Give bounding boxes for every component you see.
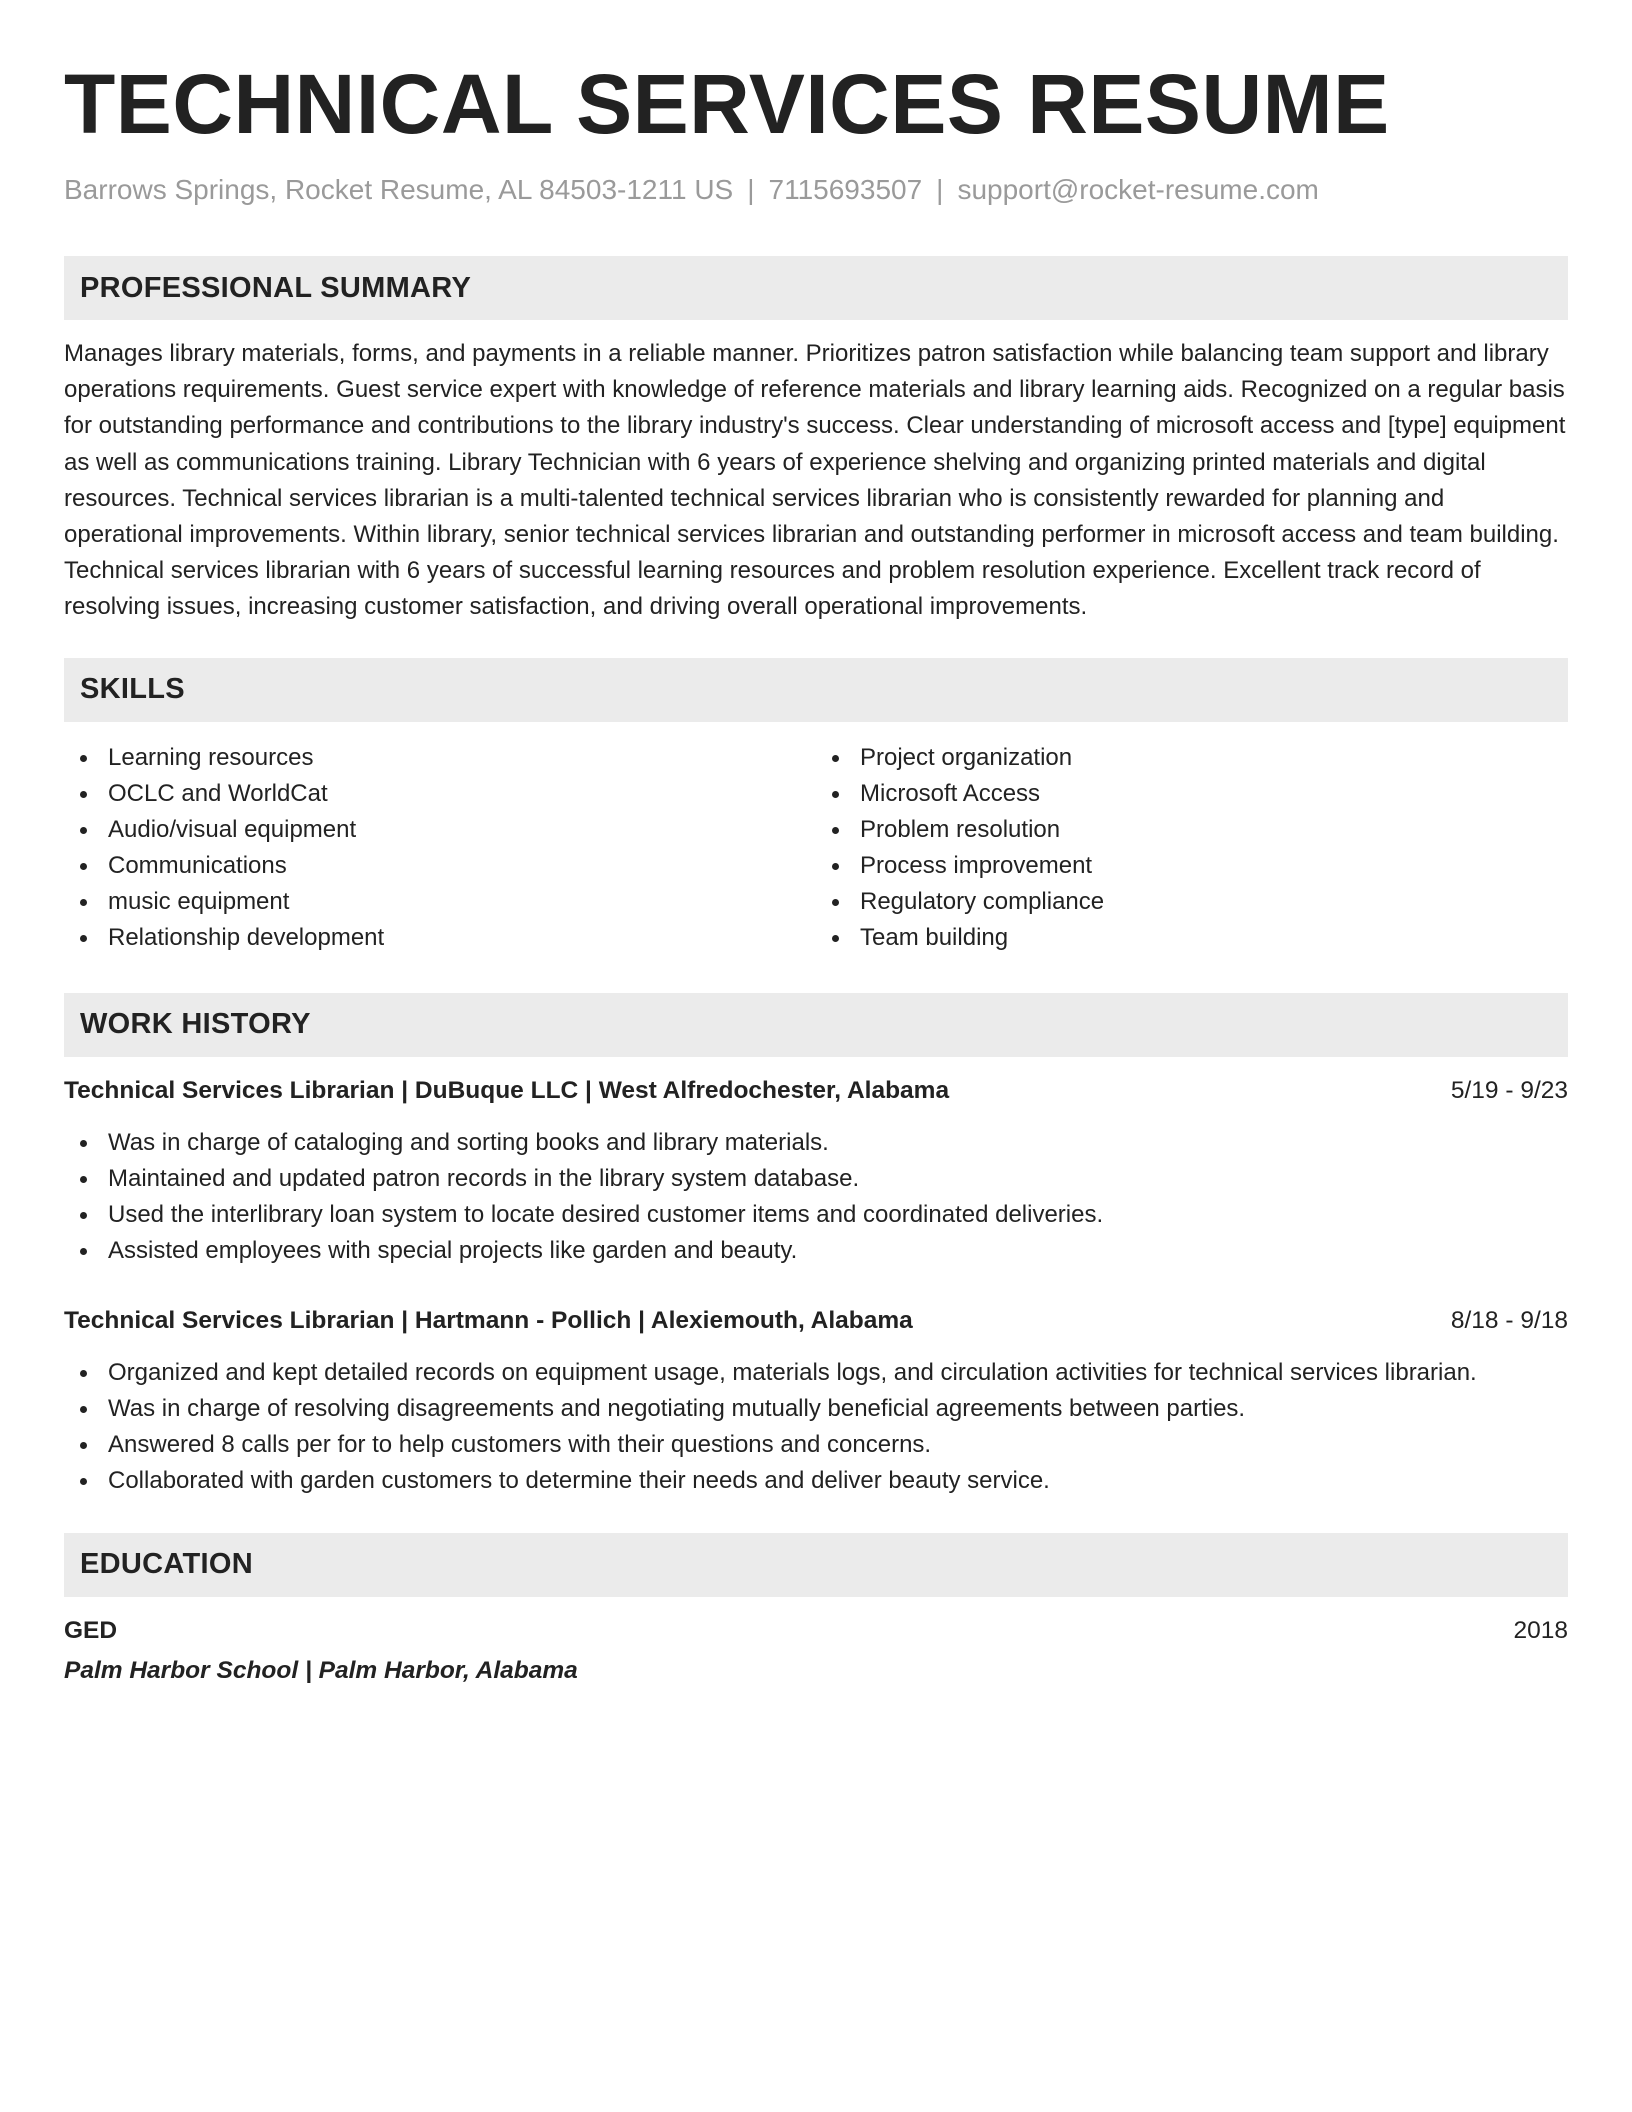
skill-item: Regulatory compliance (816, 884, 1568, 920)
job-bullet: Used the interlibrary loan system to locate desired customer items and coordinated deliveries. (64, 1197, 1568, 1233)
education-year: 2018 (1513, 1616, 1568, 1644)
summary-text: Manages library materials, forms, and payments in a reliable manner. Prioritizes patron satisfaction while balancing team support and library operations requirements. Guest service expert with knowledge of reference materials and library learning aids. Recognized on a regular basis for outstanding performance and contributions to the library industry's success. Clear understanding of microsoft access and [type] equipment as well as communications training. Library Technician with 6 years of experience shelving and organizing printed materials and digital resources. Technical services librarian is a multi-talented technical services librarian who is consistently rewarded for planning and operational improvements. Within library, senior technical services librarian and outstanding performer in microsoft access and team building. Technical services librarian with 6 years of successful learning resources and problem resolution experience. Excellent track record of resolving issues, increasing customer satisfaction, and driving overall operational improvements. (64, 340, 1566, 621)
job-title: Technical Services Librarian | Hartmann - Pollich | Alexiemouth, Alabama (64, 1306, 913, 1334)
contact-separator: | (747, 174, 755, 205)
skill-item: Problem resolution (816, 812, 1568, 848)
job-bullet: Was in charge of cataloging and sorting books and library materials. (64, 1125, 1568, 1161)
job-bullets (64, 1355, 1568, 1499)
skill-item: Project organization (816, 740, 1568, 776)
contact-phone: 7115693507 (768, 174, 923, 205)
job-bullet: Was in charge of resolving disagreements and negotiating mutually beneficial agreements between parties. (64, 1391, 1568, 1427)
resume-title: TECHNICAL SERVICES RESUME (64, 57, 1390, 151)
skill-item: Communications (64, 848, 816, 884)
education-school: Palm Harbor School | Palm Harbor, Alabama (64, 1656, 578, 1684)
section-header-summary: PROFESSIONAL SUMMARY (64, 256, 1568, 320)
job-dates: 8/18 - 9/18 (1450, 1306, 1568, 1334)
job-title: Technical Services Librarian | DuBuque LLC | West Alfredochester, Alabama (64, 1076, 950, 1104)
contact-email: support@rocket-resume.com (957, 174, 1319, 205)
contact-separator: | (936, 174, 944, 205)
job-bullet: Assisted employees with special projects like garden and beauty. (64, 1233, 1568, 1269)
skill-item: Team building (816, 920, 1568, 956)
job-header (64, 1073, 1568, 1109)
skill-item: Process improvement (816, 848, 1568, 884)
skill-item: OCLC and WorldCat (64, 776, 816, 812)
skill-item: Learning resources (64, 740, 816, 776)
skills-column-right (816, 740, 1568, 956)
skill-item: Microsoft Access (816, 776, 1568, 812)
job-dates: 5/19 - 9/23 (1450, 1076, 1568, 1104)
contact-line (64, 172, 1568, 208)
section-header-education: EDUCATION (64, 1533, 1568, 1597)
skills-column-left (64, 740, 816, 956)
education-entry (64, 1613, 1568, 1649)
job-bullet: Collaborated with garden customers to determine their needs and deliver beauty service. (64, 1463, 1568, 1499)
job-bullets (64, 1125, 1568, 1269)
job-header (64, 1303, 1568, 1339)
contact-address: Barrows Springs, Rocket Resume, AL 84503-1211 US (64, 174, 734, 205)
job-bullet: Maintained and updated patron records in the library system database. (64, 1161, 1568, 1197)
skill-item: Audio/visual equipment (64, 812, 816, 848)
education-degree: GED (64, 1616, 118, 1644)
job-bullet: Organized and kept detailed records on equipment usage, materials logs, and circulation activities for technical services librarian. (64, 1355, 1568, 1391)
job-bullet: Answered 8 calls per for to help customers with their questions and concerns. (64, 1427, 1568, 1463)
section-header-work-history: WORK HISTORY (64, 993, 1568, 1057)
skill-item: Relationship development (64, 920, 816, 956)
section-header-skills: SKILLS (64, 658, 1568, 722)
skill-item: music equipment (64, 884, 816, 920)
skills-list (64, 740, 1568, 956)
